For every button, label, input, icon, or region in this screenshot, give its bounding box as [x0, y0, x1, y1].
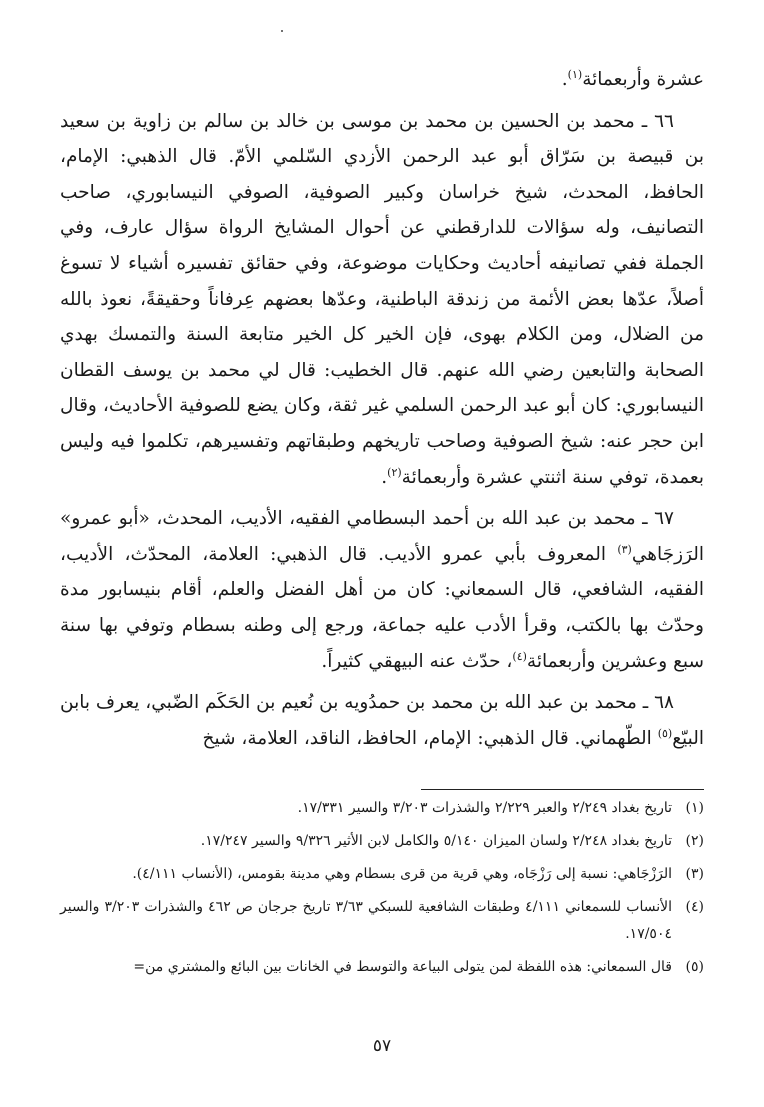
- entry-68: ٦٨ ـ محمد بن عبد الله بن محمد بن حمدُويه بن نُعيم بن الحَكَم الضّبي، يعرف بابن البيّع$^{(٥)}$ الطّهماني. قال الذهبي: الإمام، الحافظ، الناقد، العلامة، شيخ: [60, 692, 704, 749]
- footnote-ref-5[interactable]: (٥): [657, 726, 673, 740]
- scan-dot: [281, 30, 283, 32]
- footnote-ref-2[interactable]: (٢): [387, 465, 402, 479]
- footnote-ref-1[interactable]: (١): [567, 68, 583, 81]
- entry-66: ٦٦ ـ محمد بن الحسين بن محمد بن موسى بن خالد بن سالم بن زاوية بن سعيد بن قبيصة بن سَرّاق أبو عبد الرحمن الأزدي السّلمي الأمّ. قال الذهبي: الإمام، الحافظ، المحدث، شيخ خراسان وكبير الصوفية، الصوفي النيسابوري، صاحب التصانيف، وله سؤالات للدارقطني عن أحوال المشايخ الرواة سؤال عارف، وفي الجملة ففي تصانيفه أحاديث وحكايات موضوعة، وفي حقائق تفسيره أشياء لا تسوغ أصلاً، عدّها بعض الأئمة من زندقة الباطنية، وعدّها بعضهم عِرفاناً وحقيقةً، نعوذ بالله من الضلال، ومن الكلام بهوى، فإن الخير كل الخير متابعة السنة والتمسك بهدي الصحابة والتابعين رضي الله عنهم. قال الخطيب: قال لي محمد بن يوسف القطان النيسابوري: كان أبو عبد الرحمن السلمي غير ثقة، وكان يضع للصوفية الأحاديث، وقال ابن حجر عنه: شيخ الصوفية وصاحب تاريخهم وطبقاتهم وتفسيرهم، تكلموا فيه وليس بعمدة، توفي سنة اثنتي عشرة وأربعمائة$^{(٢)}$.: [60, 110, 704, 488]
- book-page: [60, 62, 704, 1062]
- footnote-ref-3[interactable]: (٣): [617, 542, 632, 556]
- footnote-2: (٢) تاريخ بغداد ٢/٢٤٨ ولسان الميزان ٥/١٤٠ والكامل لابن الأثير ٩/٣٢٦ والسير ١٧/٢٤٧.: [200, 833, 704, 849]
- footnote-ref-4[interactable]: (٤): [512, 649, 527, 663]
- entry-67: ٦٧ ـ محمد بن عبد الله بن أحمد البسطامي الفقيه، الأديب، المحدث، «أبو عمرو» الرَزجَاهي$^{(٣)}$ المعروف بأبي عمرو الأديب. قال الذهبي: العلامة، المحدّث، الأديب، الفقيه، الشافعي، قال السمعاني: كان من أهل الفضل والعلم، أقام بنيسابور مدة وحدّث بها بالكتب، وقرأ الأدب عليه جماعة، ورجع إلى وطنه بسطام وتوفي بها سنة سبع وعشرين وأربعمائة$^{(٤)}$، حدّث عنه البيهقي كثيراً.: [60, 508, 704, 672]
- footnote-3: (٣) الرَزْجَاهي: نسبة إلى رَزْجَاه، وهي قرية من قرى بسطام وهي مدينة بقومس، (الأنساب ٤/١١١).: [132, 866, 704, 882]
- footnote-divider: [421, 789, 704, 790]
- footnote-5: (٥) قال السمعاني: هذه اللفظة لمن يتولى البياعة والتوسط في الخانات بين البائع والمشتري من=: [133, 959, 704, 975]
- page-number: ٥٧: [372, 1036, 392, 1056]
- footnotes: [60, 795, 704, 987]
- footnote-4: (٤) الأنساب للسمعاني ٤/١١١ وطبقات الشافعية للسبكي ٣/٦٣ تاريخ جرجان ص ٤٦٢ والشذرات ٣/٢٠٣ والسير ١٧/٥٠٤.: [60, 899, 704, 942]
- paragraph-continuation: عشرة وأربعمائة$^{(١)}$.: [561, 68, 704, 90]
- footnote-1: (١) تاريخ بغداد ٢/٢٤٩ والعبر ٢/٢٢٩ والشذرات ٣/٢٠٣ والسير ١٧/٣٣١.: [297, 800, 704, 816]
